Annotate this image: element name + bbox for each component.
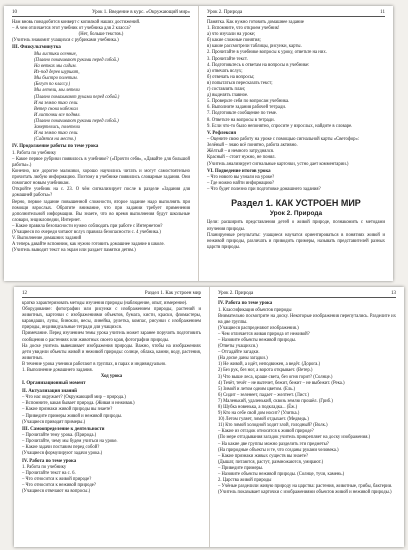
- text-line: 3) Что выше леса, краше света, без огня горит? (Солнце.): [218, 374, 333, 380]
- text-line: (По мере отгадывания загадок учитель прикрепляет на доску изображения.): [218, 435, 371, 441]
- running-head: Раздел 1. Как устроен мир: [144, 291, 201, 296]
- text-line: (Учитель знакомит учащихся с рубриками учебника.): [12, 38, 119, 44]
- text-line: 7) Маленький, удаленький, сквозь землю прошёл. (Гриб.): [218, 398, 333, 404]
- text-line: г) составлять план;: [207, 87, 246, 93]
- text-line: – На какие две группы можно разделить эти предметы?: [218, 441, 329, 447]
- text-line: Из-под дерев шуршат,: [34, 70, 80, 76]
- page-12: [14, 287, 209, 547]
- text-line: V. Выполнение домашних заданий: [12, 236, 82, 242]
- text-line: – Что будет полезно при подготовке домашнего задания?: [207, 187, 321, 193]
- text-line: 6) Сидит – зеленеет, падает – желтеет. (Лист.): [218, 392, 309, 398]
- text-line: – Где можно найти информацию?: [207, 181, 275, 187]
- text-line: 1. Работа по учебнику: [12, 150, 57, 156]
- text-line: 5. Проверьте себя по вопросам учебника.: [207, 99, 290, 105]
- running-header: [12, 10, 190, 17]
- text-line: 2. Царства живой природы: [218, 478, 272, 484]
- page-body: [22, 301, 201, 496]
- text-line: Завертелись, полетели: [34, 125, 80, 130]
- text-line: Красный – стоит нужно, не понял.: [207, 155, 276, 161]
- text-line: 4. Подготовьтесь к ответам на вопросы в учебнике:: [207, 62, 310, 68]
- text-line: Конечно, все дорогие мальчики, хорошо научились читать и могут самостоятельно прочитать любую информацию. Поэтому в учебнике появились словарные задания. Они помогают новым учебникам.: [12, 169, 190, 187]
- text-line: (Плавно покачивают руками перед собой.): [34, 118, 119, 124]
- text-line: 4) Течёт, течёт – не вытечет, бежит, бежит – не выбежит. (Река.): [218, 380, 345, 386]
- running-head: Урок 2. Природа: [207, 10, 243, 15]
- page-body: [218, 301, 396, 496]
- text-line: (На природные объекты и те, что созданы руками человека.): [218, 447, 339, 453]
- text-line: – А чем отличается этот учебник от учебника для 2 класса?: [12, 26, 131, 32]
- page-number: 10: [12, 10, 17, 15]
- text-line: д) выделять главное.: [207, 93, 249, 99]
- text-line: Оборудование: фотографии или рисунки с изображением природы, растений и животных, карточки с изображениями объектов, бумага, кисти, краски, фломастеры, карандаши, лупы, бинокли, весы, линейка, рулетка, компас, рисунки с изображением природы, индивидуальные тетради для учащихся.: [22, 307, 201, 331]
- text-line: – Чем отличается живая природа от неживой?: [218, 331, 310, 337]
- section-heading: II. Актуализация знаний: [22, 388, 77, 394]
- text-line: – Что нового вы узнали на уроке?: [207, 175, 275, 181]
- text-line: – Отгадайте загадки.: [218, 350, 260, 356]
- section-heading: IV. Работа по теме урока: [22, 458, 77, 464]
- text-line: – Какие признаки живых существ вы знаете?: [218, 453, 309, 459]
- text-line: (Учащиеся приводят примеры.): [22, 419, 86, 425]
- text-line: В течение урока ученики работают в группах, в парах и индивидуально.: [22, 361, 167, 367]
- book-spread-top: [4, 6, 393, 281]
- text-line: 1. Вспомните, что откроем учебник!: [207, 26, 280, 32]
- text-line: На доске учитель вывешивает изображения природы. Важно, чтобы на изображениях дети увидели объекты живой и неживой природы: солнце, облака, камни, воду, растения, животных.: [22, 343, 201, 361]
- text-line: Примечание. Перед изучением темы урока учитель может заранее поручить подготовить сообщения о растениях или животных своего края, фотографии природы.: [22, 331, 201, 343]
- text-line: 1) Не живой, а идёт, неподвижен, а ведёт. (Дорога.): [218, 362, 321, 368]
- text-line: 7. Подготовьте сообщение по теме.: [207, 111, 278, 117]
- text-line: (Плавно покачивают руками перед собой.): [34, 57, 119, 63]
- text-line: а) отвечать вслух;: [207, 68, 243, 74]
- text-line: – Оцените свою работу на уроке с помощью сигнальной карты «Светофор»:: [207, 137, 360, 143]
- text-line: Мы летели, мы летели: [34, 88, 80, 94]
- section-title: Раздел 1. КАК УСТРОЕН МИР: [231, 198, 361, 209]
- running-header: [218, 291, 396, 298]
- text-line: Цели: расширить представления детей о живой природе, познакомить с методами изучения природы.: [207, 220, 385, 232]
- text-line: б) какие сложные понятия;: [207, 38, 261, 44]
- section-heading: IV. Работа по теме урока: [218, 301, 273, 306]
- text-line: – Какие признаки живой природы вы знаете?: [22, 407, 113, 413]
- text-line: (Учащиеся распределяют изображения.): [218, 325, 299, 331]
- text-line: Жёлтый – я немного затруднялся.: [207, 149, 275, 155]
- text-line: – Вспомните, какая бывает природа. (Живая и неживая.): [22, 401, 135, 407]
- text-line: Откройте учебник на с. 23. О чём сигнализирует после в разделе «Задания для домашней работы»?: [12, 187, 190, 199]
- section-heading: III. Самоопределение к деятельности: [22, 426, 105, 432]
- text-line: – Что нас окружает? (Окружающий мир – природа.): [22, 395, 126, 401]
- text-line: (Учащиеся по очереди читают вслух правила безопасности с. 4 учебника.): [12, 230, 161, 235]
- running-header: [22, 291, 201, 298]
- section-heading: III. Физкультминутка: [12, 45, 61, 51]
- section-heading: IV. Продолжение работы по теме урока: [12, 144, 99, 150]
- page-body: [12, 20, 190, 254]
- text-line: – Назовите объекты неживой природы.: [218, 337, 297, 343]
- text-line: 11) Кто зимой холодной ходит злой, голодный? (Волк.): [218, 423, 328, 429]
- text-line: Внимательно посмотрите на доску. Некоторые изображения перепутались. Разделите их на две группы.: [218, 313, 396, 325]
- text-line: Мы быстро полетим.: [34, 76, 78, 82]
- text-line: Нам вновь понадобится конверт с копилкой наших достижений.: [12, 20, 141, 25]
- text-line: (Нет, больше текстов.): [78, 32, 124, 38]
- text-line: И листочки все поднял.: [34, 112, 81, 118]
- text-line: Ветер снова набежал: [34, 106, 78, 112]
- text-line: – Назовите объекты неживой природы. (Солнце, тучи, камень.): [218, 472, 345, 478]
- text-line: 1. Работа по учебнику: [22, 465, 67, 471]
- text-line: На ветках мы сидим.: [34, 64, 77, 70]
- text-line: (На доске даны загадки.): [218, 356, 268, 362]
- page-10: [4, 6, 198, 281]
- text-line: – Прочитайте текст на с. 6.: [22, 471, 76, 477]
- text-line: 9) Кто на себе свой дом носит? (Улитка.): [218, 411, 300, 417]
- text-line: А теперь давайте вспомним, как нужно готовить домашнее задание в школе.: [12, 242, 165, 248]
- text-line: (Дышат, питаются, растут, размножаются, умирают.): [218, 459, 324, 465]
- text-line: – Прочитайте тему урока. (Природа.): [22, 433, 97, 439]
- section-heading: I. Организационный момент: [22, 381, 86, 387]
- text-line: 9. Если что-то было непонятно, спросите у взрослых, найдите в словаре.: [207, 123, 353, 129]
- text-line: (Плавно помахивают руками перед собой.): [34, 94, 120, 100]
- text-line: – Что относится к неживой природе?: [22, 483, 96, 489]
- page-number: 13: [391, 291, 396, 296]
- book-spread-bottom: [14, 287, 404, 547]
- text-line: – Какое первое рубрики появилось в учебнике? («Прочти себя», «Давайте для большой работы».): [12, 156, 190, 168]
- lesson-title: Урок 2. Природа: [269, 210, 323, 218]
- text-line: – Какие правила безопасности нужно соблюдать при работе с Интернетом?: [12, 223, 163, 229]
- text-line: – Приведите примеры.: [218, 465, 264, 471]
- page-body: [207, 20, 385, 193]
- page-number: 11: [380, 10, 385, 15]
- text-line: (Учитель анализирует сигнальные карточки, устно дает комментарии.): [207, 161, 349, 167]
- text-line: – Прочитайте, чему мы будем учиться на уроке.: [22, 439, 118, 445]
- text-line: – Учёные разделили живую природу на царства: растения, животные, грибы, бактерии.: [218, 484, 393, 490]
- text-line: Памятка. Как нужно готовить домашнее задание: [207, 20, 305, 25]
- text-line: 6. Выполните задания рабочей тетради.: [207, 105, 287, 111]
- text-line: – Какие задачи поставим перед собой?: [22, 445, 100, 451]
- running-head: Урок 1. Введение в курс. «Окружающий мир»: [92, 10, 190, 15]
- text-line: Ход урока: [100, 374, 123, 380]
- text-line: 1. Классификация объектов природы: [218, 307, 292, 313]
- text-line: И на землю тихо сели.: [34, 100, 79, 106]
- page-13: [210, 287, 404, 547]
- text-line: (Учитель выводит текст на экран или раздает памятки детям.): [12, 248, 136, 254]
- text-line: в) какие рассмотрели таблицы, рисунки, карты.: [207, 44, 302, 50]
- section-heading: V. Рефлексия: [207, 130, 237, 136]
- section-heading: VI. Подведение итогов урока: [207, 168, 271, 174]
- text-line: 8) Шубка новенька, а подкладка... (Ёж.): [218, 405, 298, 410]
- text-line: (Учащиеся формулируют задачи урока.): [22, 451, 103, 457]
- text-line: (Садятся на место.): [34, 137, 76, 143]
- running-header: [207, 10, 385, 17]
- text-line: кратко характеризовать методы изучения природы (наблюдение, опыт, измерение).: [22, 301, 188, 306]
- page-11: [199, 6, 393, 281]
- text-line: 10) Летом гуляет, зимой отдыхает. (Медведь.): [218, 417, 309, 423]
- text-line: Мы листики осенние,: [34, 51, 77, 57]
- text-line: б) отвечать на вопросы;: [207, 74, 255, 80]
- text-line: – Что относится к живой природе?: [22, 477, 92, 483]
- text-line: а) что изучали на уроке;: [207, 32, 256, 38]
- text-line: 5) Зимой и летом одним цветом. (Ель.): [218, 386, 296, 392]
- text-line: (Бегут по классу.): [34, 82, 71, 88]
- text-line: И на землю тихо сели.: [34, 131, 79, 137]
- text-line: (Учащиеся отвечают на вопросы.): [22, 489, 91, 495]
- text-line: (Ответы учащихся.): [218, 344, 258, 350]
- text-line: в) попытаться пересказать текст;: [207, 80, 273, 86]
- text-line: 2. Прочитайте в учебнике вопросы к уроку, ответьте на них.: [207, 50, 327, 56]
- page-number: 12: [22, 291, 27, 296]
- text-line: 8. Ответьте на вопросы в тетради.: [207, 117, 275, 123]
- text-line: Планируемые результаты: учащиеся научатся ориентироваться в понятиях живой и неживой природы, различать и приводить примеры, называть представителей разных царств природы.: [207, 232, 385, 250]
- text-line: 3. Прочитайте текст.: [207, 56, 248, 62]
- text-line: – Какие из отгадок относятся к живой природе?: [218, 429, 314, 435]
- text-line: 1. Выполнение домашнего задания.: [22, 368, 93, 374]
- text-line: Верно, первое задание повышенной сложности, второе задание надо выполнять при помощи взрослых. Обратите внимание, что при задании требует применения дополнительной информации. Вы знаете, что во время выполнения будут школьные словари, энциклопедии, Интернет.: [12, 199, 190, 223]
- lesson-goals: [207, 220, 385, 250]
- text-line: Зелёный – знаю всё понятно, работа активно.: [207, 143, 298, 149]
- running-head: Урок 2. Природа: [218, 291, 254, 296]
- text-line: – Приведите примеры живой и неживой природы.: [22, 413, 123, 419]
- text-line: (Учитель показывает карточки с изображениями объектов живой и неживой природы.): [218, 490, 392, 496]
- text-line: 2) Без рук, без ног, а ворота открывает. (Ветер.): [218, 368, 313, 374]
